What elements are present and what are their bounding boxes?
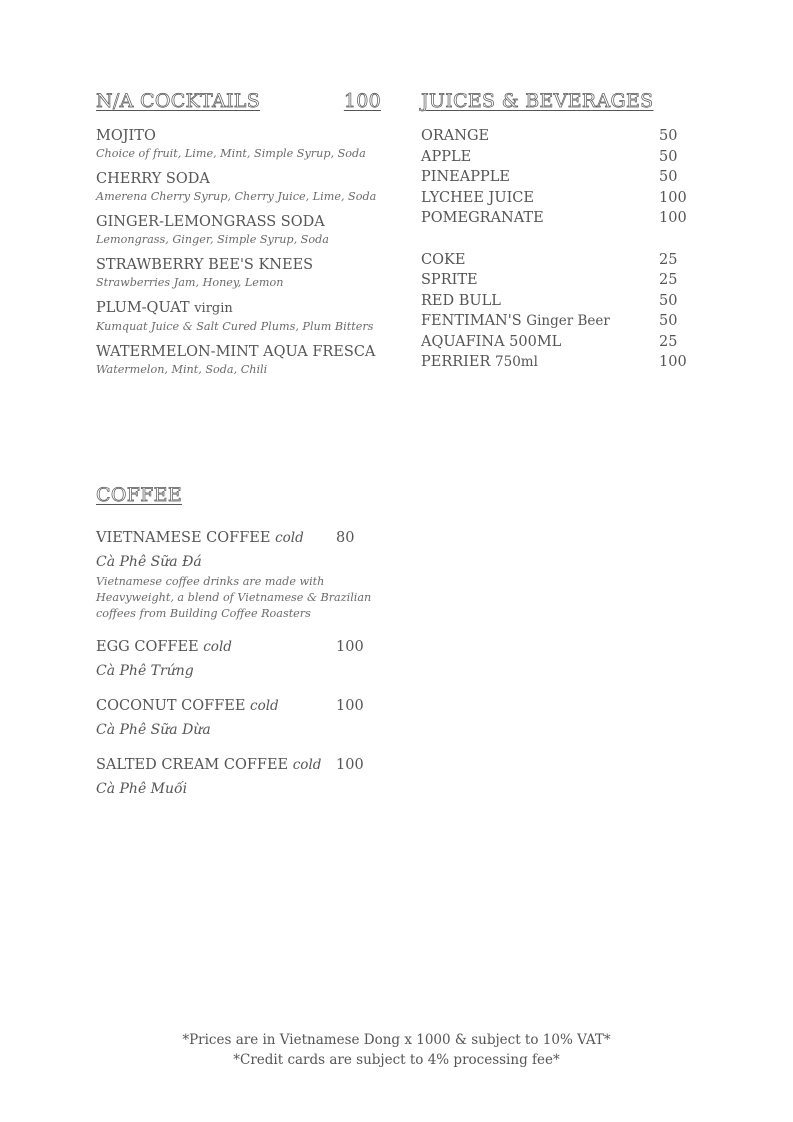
cocktail-name-text: WATERMELON-MINT AQUA FRESCA <box>96 344 376 360</box>
beverage-row <box>421 250 701 271</box>
beverage-name <box>421 126 489 147</box>
beverages-header <box>421 90 701 112</box>
beverage-variant: Ginger Beer <box>526 313 610 329</box>
beverage-row <box>421 188 701 209</box>
coffee-vietnamese-name: Cà Phê Trứng <box>96 663 194 679</box>
coffee-style: cold <box>250 698 279 714</box>
beverage-name <box>421 352 538 373</box>
beverage-price: 100 <box>659 189 687 206</box>
cocktail-name-text: STRAWBERRY BEE'S KNEES <box>96 257 314 273</box>
beverage-row <box>421 126 701 147</box>
coffee-name <box>96 528 304 548</box>
coffee-vietnamese-name: Cà Phê Sữa Đá <box>96 554 202 570</box>
cocktail-name <box>96 342 381 362</box>
cocktail-description: Amerena Cherry Syrup, Cherry Juice, Lime, Soda <box>96 190 377 203</box>
coffee-price: 80 <box>336 530 355 546</box>
cocktail-description: Watermelon, Mint, Soda, Chili <box>96 363 268 376</box>
beverage-name-text: PINEAPPLE <box>421 169 510 185</box>
cocktail-description: Strawberries Jam, Honey, Lemon <box>96 276 284 289</box>
cocktail-list <box>96 126 381 378</box>
beverage-name <box>421 311 610 332</box>
cocktail-item <box>96 255 381 291</box>
beverage-price: 50 <box>659 169 678 185</box>
cocktail-item <box>96 298 381 335</box>
beverage-name-text: APPLE <box>421 148 472 165</box>
juice-list <box>421 126 701 229</box>
cocktail-item <box>96 126 381 162</box>
coffee-price: 100 <box>336 757 364 773</box>
coffee-name <box>96 637 232 657</box>
cocktail-variant: virgin <box>194 301 233 316</box>
beverage-price: 25 <box>659 251 678 268</box>
coffee-style: cold <box>275 530 304 546</box>
coffee-title: COFFEE <box>96 484 183 506</box>
cocktails-section <box>96 90 381 385</box>
coffee-row <box>96 755 376 775</box>
beverage-row <box>421 167 701 188</box>
cocktails-header <box>96 90 381 112</box>
cocktail-name-text: GINGER-LEMONGRASS SODA <box>96 214 325 230</box>
coffee-style: cold <box>203 639 232 655</box>
coffee-row <box>96 637 376 657</box>
cocktail-description: Kumquat Juice & Salt Cured Plums, Plum Bitters <box>96 320 374 333</box>
coffee-item <box>96 755 376 799</box>
beverage-row <box>421 208 701 229</box>
beverage-name <box>421 332 561 353</box>
coffee-item <box>96 528 376 622</box>
beverage-name <box>421 167 510 188</box>
beverages-title: JUICES & BEVERAGES <box>421 90 654 112</box>
cocktail-name <box>96 126 381 146</box>
coffee-vietnamese-name: Cà Phê Muối <box>96 781 188 797</box>
cocktail-name-text: CHERRY SODA <box>96 171 210 187</box>
beverage-row <box>421 270 701 291</box>
beverage-name-text: ORANGE <box>421 128 490 144</box>
cocktail-name-text: PLUM-QUAT <box>96 300 190 316</box>
beverage-price: 50 <box>659 128 678 144</box>
beverage-name-text: RED BULL <box>421 292 501 309</box>
cocktail-name <box>96 255 381 275</box>
coffee-name <box>96 755 321 775</box>
beverage-name-text: FENTIMAN'S <box>421 313 522 329</box>
cocktail-name <box>96 169 381 189</box>
beverage-row <box>421 147 701 168</box>
beverage-name-text: AQUAFINA 500ML <box>421 333 562 350</box>
footer-notes <box>0 1030 793 1070</box>
coffee-name-text: VIETNAMESE COFFEE <box>96 530 271 546</box>
footer-card-note: *Credit cards are subject to 4% processing fee* <box>233 1052 560 1068</box>
beverage-row <box>421 332 701 353</box>
beverage-price: 50 <box>659 292 678 309</box>
coffee-name-text: COCONUT COFFEE <box>96 698 246 714</box>
beverage-row <box>421 352 701 373</box>
beverage-name <box>421 291 501 312</box>
cocktail-name <box>96 298 381 319</box>
coffee-item <box>96 637 376 681</box>
beverage-name-text: PERRIER <box>421 354 491 370</box>
footer-vat-note: *Prices are in Vietnamese Dong x 1000 & subject to 10% VAT* <box>182 1032 611 1048</box>
coffee-row <box>96 528 376 548</box>
beverage-price: 100 <box>659 210 687 226</box>
beverage-name <box>421 250 465 271</box>
beverage-name-text: POMEGRANATE <box>421 210 544 226</box>
cocktails-title: N/A COCKTAILS <box>96 90 261 112</box>
coffee-section <box>96 484 376 814</box>
cocktail-item <box>96 169 381 205</box>
beverage-name <box>421 270 478 291</box>
coffee-list <box>96 528 376 799</box>
beverage-price: 100 <box>659 354 687 370</box>
beverage-name <box>421 188 534 209</box>
cocktail-item <box>96 342 381 378</box>
cocktail-item <box>96 212 381 248</box>
coffee-price: 100 <box>336 639 364 655</box>
coffee-name-text: EGG COFFEE <box>96 639 199 655</box>
beverage-price: 50 <box>659 313 678 329</box>
coffee-style: cold <box>292 757 322 773</box>
coffee-item <box>96 696 376 740</box>
cocktail-name <box>96 212 381 232</box>
cocktail-name-text: MOJITO <box>96 128 156 144</box>
beverage-price: 50 <box>659 148 678 165</box>
beverage-name-text: LYCHEE JUICE <box>421 189 534 206</box>
cocktail-description: Choice of fruit, Lime, Mint, Simple Syrup, Soda <box>96 147 366 160</box>
cocktails-price: 100 <box>343 90 381 112</box>
coffee-name-text: SALTED CREAM COFFEE <box>96 757 289 773</box>
beverage-name-text: SPRITE <box>421 272 478 288</box>
beverage-row <box>421 311 701 332</box>
cocktail-description: Lemongrass, Ginger, Simple Syrup, Soda <box>96 233 329 246</box>
beverages-section <box>421 90 701 373</box>
coffee-description: Vietnamese coffee drinks are made with Heavyweight, a blend of Vietnamese & Brazilian coffees from Building Coffee Roasters <box>96 575 372 620</box>
coffee-name <box>96 696 279 716</box>
beverage-name-text: COKE <box>421 251 466 268</box>
beverage-price: 25 <box>659 333 678 350</box>
beverage-name <box>421 147 471 168</box>
beverage-price: 25 <box>659 272 678 288</box>
beverage-name <box>421 208 544 229</box>
coffee-price: 100 <box>336 698 364 714</box>
coffee-row <box>96 696 376 716</box>
coffee-vietnamese-name: Cà Phê Sữa Dừa <box>96 722 211 738</box>
drink-list <box>421 250 701 373</box>
coffee-header <box>96 484 376 506</box>
beverage-row <box>421 291 701 312</box>
beverage-variant: 750ml <box>495 354 538 370</box>
